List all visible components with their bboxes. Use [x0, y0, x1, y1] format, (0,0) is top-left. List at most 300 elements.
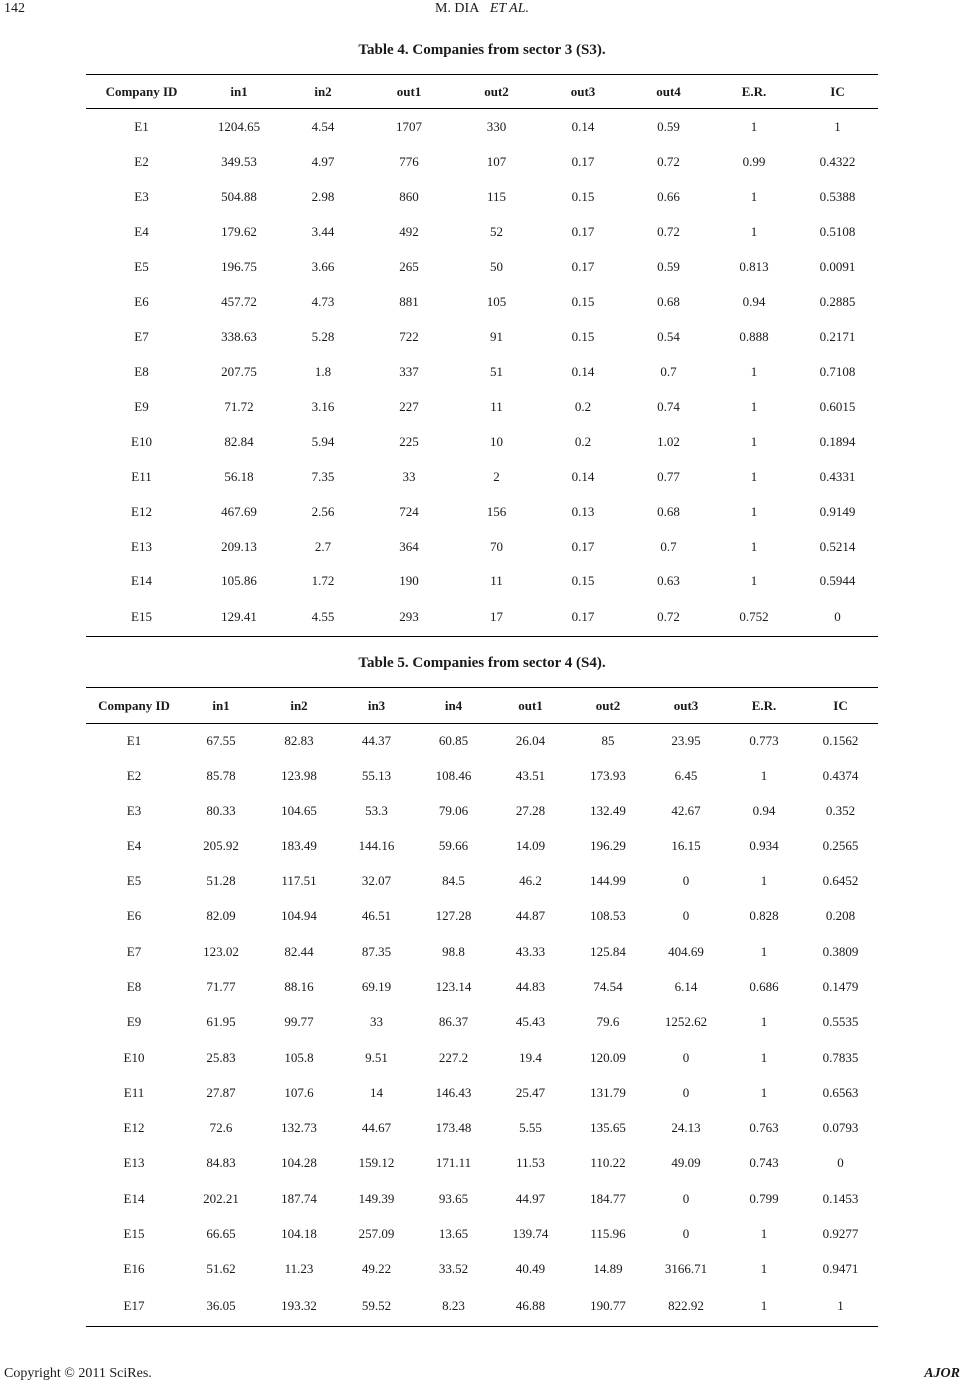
table-cell: 0.54: [657, 329, 680, 344]
table5-col-header: in3: [367, 697, 386, 713]
table-row: [86, 1181, 878, 1217]
table-cell: 0.4374: [822, 768, 859, 783]
table-cell: 105.8: [284, 1049, 314, 1065]
table4-col-header: IC: [830, 83, 845, 99]
table-row: [86, 759, 878, 794]
table-cell: 71.77: [206, 979, 236, 994]
table-cell: 27.87: [206, 1085, 236, 1100]
table-cell: 91: [490, 329, 503, 344]
table-cell: 822.92: [668, 1298, 704, 1314]
table-cell: 0.763: [749, 1120, 779, 1135]
table-cell: 108.46: [435, 768, 472, 783]
table-cell: 117.51: [281, 873, 317, 888]
table-cell: 1204.65: [217, 118, 261, 134]
table4-col-header: Company ID: [105, 83, 178, 99]
table-row: [86, 794, 878, 829]
table-cell: 257.09: [358, 1226, 395, 1241]
table-row: [86, 1111, 878, 1146]
table-cell: 0.1479: [822, 979, 859, 994]
table-cell: 51: [490, 364, 503, 379]
table-cell: 0.14: [571, 469, 595, 484]
table-cell: 44.83: [515, 979, 546, 994]
table-cell: 43.51: [515, 768, 546, 783]
table-cell: 108.53: [590, 908, 626, 923]
table-cell: E1: [134, 118, 149, 134]
table-cell: 11.23: [284, 1261, 314, 1276]
table-cell: 1707: [396, 118, 422, 134]
table-cell: 0.15: [571, 329, 595, 344]
table-cell: 86.37: [438, 1014, 469, 1029]
table-cell: 0.1894: [819, 434, 856, 449]
table-cell: 144.16: [358, 838, 395, 853]
table-cell: 225: [399, 434, 419, 449]
table-cell: 146.43: [435, 1085, 472, 1100]
table-cell: 84.83: [206, 1155, 236, 1170]
table-cell: E1: [126, 733, 142, 749]
table-cell: 70: [490, 539, 503, 554]
table-cell: 0.94: [742, 294, 766, 309]
table-cell: 724: [399, 504, 419, 519]
table-cell: 1: [760, 768, 768, 783]
table-cell: 209.13: [221, 539, 257, 554]
table-cell: E12: [131, 504, 152, 519]
table-cell: 131.79: [590, 1085, 626, 1100]
table-cell: 123.02: [203, 943, 239, 959]
table-cell: 56.18: [224, 469, 254, 484]
table-cell: 202.21: [203, 1190, 239, 1206]
table-cell: 0.68: [657, 294, 680, 309]
table-cell: 1: [760, 1085, 768, 1100]
table-cell: 99.77: [284, 1014, 314, 1029]
table-cell: 85: [601, 733, 615, 749]
table-cell: 24.13: [671, 1120, 701, 1135]
table-cell: 6.14: [674, 979, 698, 994]
table-cell: 36.05: [206, 1298, 236, 1314]
table-cell: 0: [682, 908, 690, 923]
table-cell: 0.6563: [822, 1085, 859, 1100]
table-cell: 59.66: [438, 838, 469, 853]
table-cell: 17: [490, 608, 503, 624]
table-cell: 1: [837, 1298, 844, 1314]
table-row: [86, 145, 878, 180]
table-cell: 196.75: [221, 259, 257, 274]
table-cell: 0.13: [571, 504, 595, 519]
table-cell: E12: [123, 1120, 145, 1135]
page-number: 142: [4, 1, 25, 16]
table5-col-header: IC: [833, 697, 848, 713]
table-cell: 0: [837, 1155, 844, 1170]
table-cell: 123.98: [281, 768, 317, 783]
table-cell: 132.49: [590, 803, 626, 818]
table-cell: 0.5108: [819, 224, 856, 239]
table-cell: 0.9471: [822, 1261, 859, 1276]
table-cell: 11: [490, 399, 503, 414]
table-cell: 14.89: [593, 1261, 623, 1276]
table-cell: 179.62: [221, 224, 257, 239]
table-cell: 0: [682, 1190, 690, 1206]
table-cell: 1: [750, 573, 758, 588]
table-cell: 2.56: [311, 504, 335, 519]
table-cell: 127.28: [435, 908, 472, 923]
table-cell: 0.17: [571, 259, 595, 274]
table-cell: 74.54: [593, 979, 623, 994]
table-cell: 132.73: [281, 1120, 317, 1135]
table-cell: 5.28: [311, 329, 335, 344]
table-cell: 46.2: [519, 873, 542, 888]
header-author: M. DIA: [434, 1, 480, 16]
table-row: [86, 530, 878, 565]
table-cell: 293: [399, 608, 419, 624]
table5-col-header: in1: [212, 697, 230, 713]
table-cell: 0.6452: [822, 873, 859, 888]
table-cell: 330: [486, 118, 507, 134]
table5-caption: Table 5. Companies from sector 4 (S4).: [358, 655, 606, 671]
table5-col-header: out3: [673, 697, 699, 713]
table-cell: E3: [126, 803, 142, 818]
table-cell: 0.94: [752, 803, 776, 818]
table-cell: 53.3: [365, 803, 388, 818]
table-cell: 105.86: [221, 573, 257, 588]
table-cell: 0.2885: [819, 294, 856, 309]
table-row: [86, 425, 878, 460]
footer-journal: AJOR: [924, 1366, 960, 1381]
table-cell: 2: [493, 469, 500, 484]
table-row: [86, 864, 878, 899]
table-cell: 0.2: [574, 399, 592, 414]
table4-header-row: [86, 75, 878, 109]
table-cell: 69.19: [361, 979, 392, 994]
table-cell: 776: [399, 154, 419, 169]
table5-header-row: [86, 688, 878, 724]
table-cell: 10: [490, 434, 503, 449]
table-cell: 0.813: [739, 259, 769, 274]
table-cell: 159.12: [358, 1155, 395, 1170]
table-cell: 44.67: [361, 1120, 392, 1135]
table-cell: 79.06: [438, 803, 469, 818]
table-cell: 0.72: [657, 154, 680, 169]
table5-col-header: E.R.: [751, 697, 777, 713]
table-cell: 85.78: [206, 768, 236, 783]
table-cell: 44.87: [515, 908, 546, 923]
table-cell: 0.1453: [822, 1190, 859, 1206]
table-cell: 0.15: [571, 294, 595, 309]
table-cell: 1: [760, 873, 768, 888]
table-row: [86, 829, 878, 864]
table-cell: 0.888: [739, 329, 769, 344]
table-cell: 98.8: [442, 943, 465, 959]
table4-caption: Table 4. Companies from sector 3 (S3).: [358, 42, 606, 58]
table-cell: 1.8: [314, 364, 332, 379]
table-cell: 82.09: [206, 908, 236, 923]
table-cell: 2.7: [314, 539, 332, 554]
table-cell: 0.74: [657, 399, 680, 414]
table-cell: 87.35: [361, 943, 392, 959]
table5-col-header: out1: [518, 697, 543, 713]
table-cell: 338.63: [221, 329, 257, 344]
running-header: [0, 1, 964, 17]
table-row: [86, 1217, 878, 1252]
table-cell: 3.16: [311, 399, 335, 414]
table-cell: 104.94: [281, 908, 317, 923]
table-cell: 42.67: [671, 803, 701, 818]
table-cell: 0.208: [825, 908, 856, 923]
table-cell: 0: [682, 1226, 690, 1241]
table-cell: 0.352: [825, 803, 856, 818]
table-row: [86, 1040, 878, 1076]
table-cell: 1252.62: [664, 1014, 708, 1029]
table-cell: 1: [750, 364, 758, 379]
table-cell: 16.15: [671, 838, 701, 853]
table-cell: 105: [486, 294, 507, 309]
table-cell: 0.743: [749, 1155, 779, 1170]
table-cell: E15: [131, 608, 152, 624]
table-cell: 171.11: [435, 1155, 472, 1170]
table-cell: 120.09: [590, 1049, 626, 1065]
table-cell: 1: [760, 1014, 768, 1029]
table-cell: 50: [490, 259, 503, 274]
table-cell: 5.94: [311, 434, 335, 449]
table-cell: 82.83: [284, 733, 314, 749]
table-cell: E3: [134, 189, 149, 204]
table-cell: E4: [134, 224, 149, 239]
table4-col-header: out2: [484, 83, 509, 99]
table-cell: 0.7835: [822, 1049, 859, 1065]
table-cell: E13: [131, 539, 152, 554]
table-cell: E11: [131, 469, 152, 484]
table-cell: 0.59: [657, 118, 680, 134]
table-cell: 129.41: [221, 608, 257, 624]
table-cell: 110.22: [590, 1155, 626, 1170]
table-cell: 205.92: [203, 838, 239, 853]
table-cell: 0.2171: [819, 329, 856, 344]
table-row: [86, 355, 878, 390]
table-cell: 2.98: [311, 189, 335, 204]
table-cell: 0.0793: [822, 1120, 859, 1135]
table-cell: 349.53: [221, 154, 257, 169]
table-cell: 84.5: [442, 873, 465, 888]
table-cell: 61.95: [206, 1014, 236, 1029]
table-cell: 404.69: [668, 943, 704, 959]
table-cell: 135.65: [590, 1120, 626, 1135]
table-cell: 0.17: [571, 539, 595, 554]
table-cell: 196.29: [590, 838, 626, 853]
table-cell: 0: [682, 1085, 690, 1100]
table-row: [86, 109, 878, 145]
table-cell: 1: [760, 1049, 768, 1065]
table-cell: 82.44: [284, 943, 314, 959]
table-cell: E15: [123, 1226, 145, 1241]
table-cell: 0.72: [657, 608, 680, 624]
table-row: [86, 970, 878, 1005]
table-cell: 1: [750, 399, 758, 414]
table-cell: 1: [750, 539, 758, 554]
table-cell: 79.6: [596, 1014, 620, 1029]
table-cell: 23.95: [671, 733, 701, 749]
table-cell: 11: [490, 573, 503, 588]
table4-col-header: E.R.: [741, 83, 767, 99]
table-cell: 44.37: [361, 733, 392, 749]
table-row: [86, 495, 878, 530]
table-cell: E8: [134, 364, 149, 379]
table-cell: 504.88: [221, 189, 257, 204]
footer-copyright: Copyright © 2011 SciRes.: [4, 1366, 152, 1381]
table-cell: 0.9149: [819, 504, 856, 519]
table-cell: 14: [370, 1085, 383, 1100]
table-cell: 0.15: [571, 189, 595, 204]
table-cell: 1.72: [311, 573, 335, 588]
table-cell: 13.65: [438, 1226, 469, 1241]
table-cell: 0.68: [657, 504, 680, 519]
table-cell: 227.2: [438, 1049, 469, 1065]
table-cell: 1: [750, 118, 758, 134]
table-cell: 0.2: [574, 434, 592, 449]
table-cell: 0.6015: [819, 399, 856, 414]
table-row: [86, 1287, 878, 1327]
table-cell: 123.14: [435, 979, 472, 994]
table-cell: E5: [134, 259, 149, 274]
table-cell: 49.09: [671, 1155, 701, 1170]
table-cell: 125.84: [590, 943, 626, 959]
table-cell: 0.66: [657, 189, 680, 204]
table-cell: 0.3809: [822, 943, 859, 959]
table-cell: 49.22: [361, 1261, 392, 1276]
table-cell: 187.74: [281, 1190, 317, 1206]
table-cell: 227: [399, 399, 419, 414]
table-cell: 4.55: [311, 608, 335, 624]
table-cell: 0.72: [657, 224, 680, 239]
table-cell: 60.85: [438, 733, 469, 749]
table-cell: 860: [399, 189, 419, 204]
table-cell: E7: [126, 943, 142, 959]
table5-body: [86, 724, 878, 1327]
table-cell: 25.47: [515, 1085, 546, 1100]
table-cell: 1.02: [657, 434, 680, 449]
table-cell: 0.59: [657, 259, 680, 274]
table-cell: E6: [126, 908, 142, 923]
table-cell: 72.6: [209, 1120, 233, 1135]
table-cell: 0.2565: [822, 838, 859, 853]
table-cell: 1: [834, 118, 841, 134]
table-cell: 115.96: [590, 1226, 626, 1241]
table-cell: 7.35: [311, 469, 335, 484]
table-cell: 364: [399, 539, 419, 554]
table-cell: 0.1562: [822, 733, 859, 749]
table-cell: 0.799: [749, 1190, 779, 1206]
table-cell: 144.99: [590, 873, 626, 888]
table-cell: 0.17: [571, 154, 595, 169]
table-cell: E2: [126, 768, 142, 783]
table-cell: E14: [123, 1190, 145, 1206]
table5-col-header: in4: [444, 697, 463, 713]
table-cell: E14: [131, 573, 152, 588]
table-cell: 0.0091: [819, 259, 856, 274]
table-cell: 33: [402, 469, 416, 484]
table-cell: 0.4331: [819, 469, 856, 484]
table-cell: 59.52: [361, 1298, 392, 1314]
table4-col-header: out1: [396, 83, 422, 99]
table-cell: 33.52: [438, 1261, 469, 1276]
table-row: [86, 899, 878, 934]
table-row: [86, 934, 878, 970]
table-row: [86, 1252, 878, 1287]
table-cell: 0.5214: [819, 539, 856, 554]
table-cell: 0.5388: [819, 189, 856, 204]
table-cell: 88.16: [284, 979, 314, 994]
table-cell: 32.07: [361, 873, 392, 888]
table-cell: 44.97: [515, 1190, 546, 1206]
table-cell: 0.17: [571, 608, 595, 624]
table-row: [86, 1076, 878, 1111]
table-cell: E9: [126, 1014, 142, 1029]
table-cell: 0.5944: [819, 573, 856, 588]
table-cell: 19.4: [519, 1049, 542, 1065]
table-cell: 43.33: [515, 943, 546, 959]
table-cell: 0: [834, 608, 841, 624]
table-cell: 80.33: [206, 803, 236, 818]
table-cell: 0.99: [742, 154, 766, 169]
table-cell: 46.88: [515, 1298, 546, 1314]
table5-col-header: Company ID: [98, 697, 170, 713]
table-cell: 193.32: [281, 1298, 317, 1314]
table5-col-header: out2: [595, 697, 621, 713]
table-cell: 1: [750, 434, 758, 449]
table-cell: 66.65: [206, 1226, 236, 1241]
table-cell: 0: [682, 1049, 690, 1065]
table-row: [86, 180, 878, 215]
table-cell: 11.53: [516, 1155, 545, 1170]
table-row: [86, 1146, 878, 1181]
table4-col-header: out3: [570, 83, 596, 99]
table-cell: 0.686: [749, 979, 779, 994]
table-cell: 104.65: [281, 803, 317, 818]
table-cell: 0.14: [571, 364, 595, 379]
table-cell: 33: [370, 1014, 383, 1029]
table-cell: 4.54: [311, 118, 335, 134]
header-et-al: ET AL.: [489, 1, 529, 16]
table-row: [86, 390, 878, 425]
table-cell: 190: [399, 573, 419, 588]
table-cell: 457.72: [221, 294, 257, 309]
table-cell: E4: [126, 838, 142, 853]
table-cell: 52: [490, 224, 503, 239]
table-cell: 1: [760, 943, 768, 959]
table-cell: 104.28: [281, 1155, 317, 1170]
table-cell: 139.74: [512, 1226, 549, 1241]
table-cell: 82.84: [224, 434, 254, 449]
table-row: [86, 320, 878, 355]
table-cell: 46.51: [361, 908, 392, 923]
table-cell: 0.7: [660, 364, 677, 379]
table-cell: 1: [760, 1298, 768, 1314]
table-cell: E6: [134, 294, 149, 309]
table-cell: E17: [123, 1298, 145, 1314]
table-cell: 0.4322: [819, 154, 856, 169]
table-row: [86, 215, 878, 250]
table-cell: 67.55: [206, 733, 236, 749]
table-cell: E9: [134, 399, 149, 414]
table-cell: E10: [131, 434, 152, 449]
table-cell: 3.66: [311, 259, 335, 274]
table-row: [86, 250, 878, 285]
table-cell: 6.45: [674, 768, 698, 783]
table-cell: E11: [123, 1085, 145, 1100]
table-cell: 492: [399, 224, 419, 239]
table-cell: 183.49: [281, 838, 317, 853]
table-cell: 0.5535: [822, 1014, 859, 1029]
table-cell: 9.51: [365, 1049, 388, 1065]
table-cell: 0.63: [657, 573, 680, 588]
table-cell: 4.97: [311, 154, 335, 169]
